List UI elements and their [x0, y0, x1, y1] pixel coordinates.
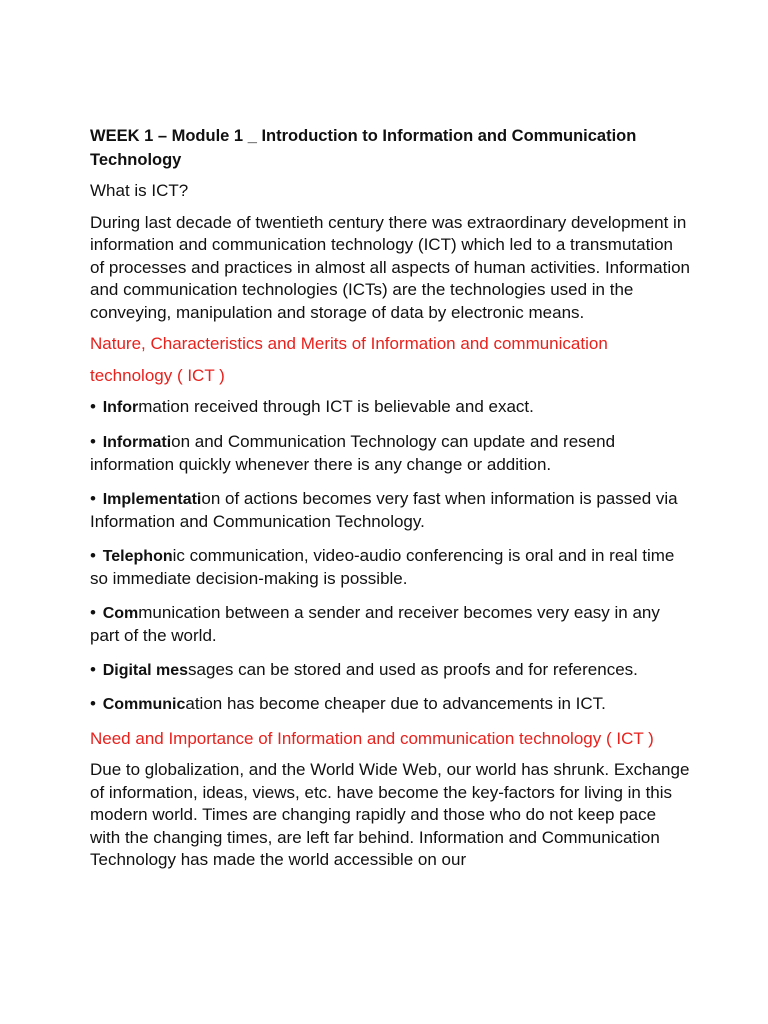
question-text: What is ICT?	[90, 181, 189, 200]
nature-heading-line-1: Nature, Characteristics and Merits of Information and communication	[90, 334, 608, 353]
list-item	[90, 659, 690, 683]
list-item	[90, 602, 690, 648]
bullet-text: munication between a sender and receiver becomes very easy in any part of the world.	[90, 602, 660, 645]
bullet-bold-text: Com	[102, 604, 139, 622]
document-title: WEEK 1 – Module 1 _ Introduction to Information and Communication Technology	[90, 127, 637, 169]
nature-heading-line-2: technology ( ICT )	[90, 365, 225, 385]
bullet-text: ic communication, video-audio conferencing is oral and in real time so immediate decision-making is possible.	[90, 545, 675, 588]
bullet-icon: •	[90, 431, 96, 451]
list-item	[90, 545, 690, 591]
document-page	[90, 124, 690, 881]
bullet-icon: •	[90, 397, 96, 416]
bullet-bold-text: Informati	[102, 433, 172, 451]
bullet-icon: •	[90, 694, 96, 713]
bullet-icon: •	[90, 545, 96, 565]
bullet-text: on of actions becomes very fast when information is passed via Information and Communication Technology.	[90, 488, 678, 531]
bullet-icon: •	[90, 488, 96, 508]
merits-list	[90, 396, 690, 717]
bullet-text: mation received through ICT is believable and exact.	[138, 397, 534, 416]
bullet-bold-text: Digital mes	[102, 661, 189, 679]
bullet-bold-text: Telephon	[102, 547, 173, 565]
list-item	[90, 396, 690, 420]
list-item	[90, 693, 690, 717]
bullet-icon: •	[90, 659, 96, 679]
intro-paragraph: During last decade of twentieth century there was extraordinary development in information and communication technology (ICT) which led to a transmutation of processes and practices in almost all aspects of human activities. Information and communication technologies (ICTs) are the technologies used in the conveying, manipulation and storage of data by electronic means.	[90, 212, 691, 322]
bullet-icon: •	[90, 602, 96, 622]
bullet-bold-text: Implementati	[102, 490, 202, 508]
bullet-text: ation has become cheaper due to advancements in ICT.	[185, 694, 606, 713]
list-item	[90, 431, 690, 477]
bullet-text: sages can be stored and used as proofs and for references.	[188, 659, 638, 679]
bullet-bold-text: Infor	[102, 399, 139, 416]
list-item	[90, 488, 690, 534]
closing-paragraph: Due to globalization, and the World Wide Web, our world has shrunk. Exchange of information, ideas, views, etc. have become the key-factors for living in this modern world. Times are changing rapidly and those who do not keep pace with the changing times, are left far behind. Information and Communication Technology has made the world accessible on our	[90, 760, 690, 869]
need-heading: Need and Importance of Information and communication technology ( ICT )	[90, 728, 654, 748]
bullet-text: on and Communication Technology can update and resend information quickly whenever there is any change or addition.	[90, 431, 616, 474]
bullet-bold-text: Communic	[102, 696, 186, 713]
